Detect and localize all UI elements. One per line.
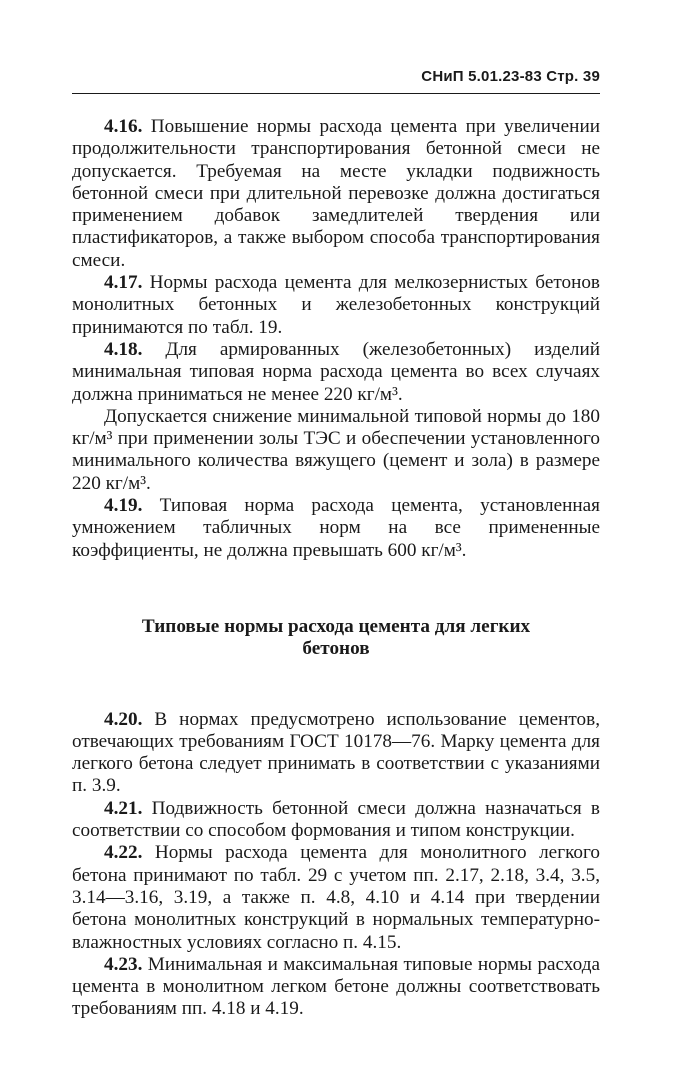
clause-text: Подвижность бетонной смеси должна назначаться в соответствии со способом формования и типом конструкции. [72,797,600,842]
clause-number: 4.20. [104,708,143,730]
clause-number: 4.23. [104,953,143,975]
section-heading-line: Типовые нормы расхода цемента для легких [141,615,531,637]
clause-text: Нормы расхода цемента для мелкозернистых бетонов монолитных бетонных и железобетонных конструкций принимаются по табл. 19. [72,272,600,338]
clause-number: 4.19. [104,495,143,517]
clause-number: 4.18. [104,338,143,360]
clause-text: Повышение нормы расхода цемента при увеличении продолжительности транспортирования бетонной смеси не допускается. Требуемая на месте укладки подвижность бетонной смеси при длительной перевозке должна достигаться применением добавок замедлителей твердения или пластификаторов, а также выбором способа транспортирования смеси. [72,116,600,271]
paragraph-4-16 [72,116,600,272]
clause-text: Для армированных (железобетонных) изделий минимальная типовая норма расхода цемента во всех случаях должна приниматься не менее 220 кг/м³. [72,338,600,405]
paragraph-4-23 [72,954,600,1021]
paragraph-4-18-continued [72,406,600,495]
clause-text: Минимальная и максимальная типовые нормы расхода цемента в монолитном легком бетоне должны соответствовать требованиям пп. 4.18 и 4.19. [72,953,600,1020]
clause-number: 4.17. [104,272,143,294]
clause-number: 4.16. [104,116,143,137]
document-page [72,0,600,1067]
clause-text: В нормах предусмотрено использование цементов, отвечающих требованиям ГОСТ 10178—76. Марку цемента для легкого бетона следует принимать в соответствии с указаниями п. 3.9. [72,708,600,797]
clause-text: Допускается снижение минимальной типовой нормы до 180 кг/м³ при применении золы ТЭС и обеспечении установленного минимального количества вяжущего (цемент и зола) в размере 220 кг/м³. [72,405,600,494]
clause-number: 4.22. [104,842,143,864]
running-header: СНиП 5.01.23-83 Стр. 39 [421,68,600,85]
section-heading [72,616,600,661]
document-body [72,116,600,1021]
clause-text: Нормы расхода цемента для монолитного легкого бетона принимают по табл. 29 с учетом пп. 2.17, 2.18, 3.4, 3.5, 3.14—3.16, 3.19, а также п. 4.8, 4.10 и 4.14 при твердении бетона монолитных конструкций в нормальных температурно-влажностных условиях согласно п. 4.15. [72,842,600,953]
paragraph-4-17 [72,272,600,339]
paragraph-4-21 [72,798,600,843]
section-heading-line: бетонов [302,638,370,660]
header-rule [72,93,600,94]
clause-text: Типовая норма расхода цемента, установленная умножением табличных норм на все примененные коэффициенты, не должна превышать 600 кг/м³. [72,495,600,561]
paragraph-4-18 [72,339,600,406]
paragraph-4-22 [72,842,600,953]
paragraph-4-20 [72,709,600,798]
clause-number: 4.21. [104,797,143,819]
paragraph-4-19 [72,495,600,562]
